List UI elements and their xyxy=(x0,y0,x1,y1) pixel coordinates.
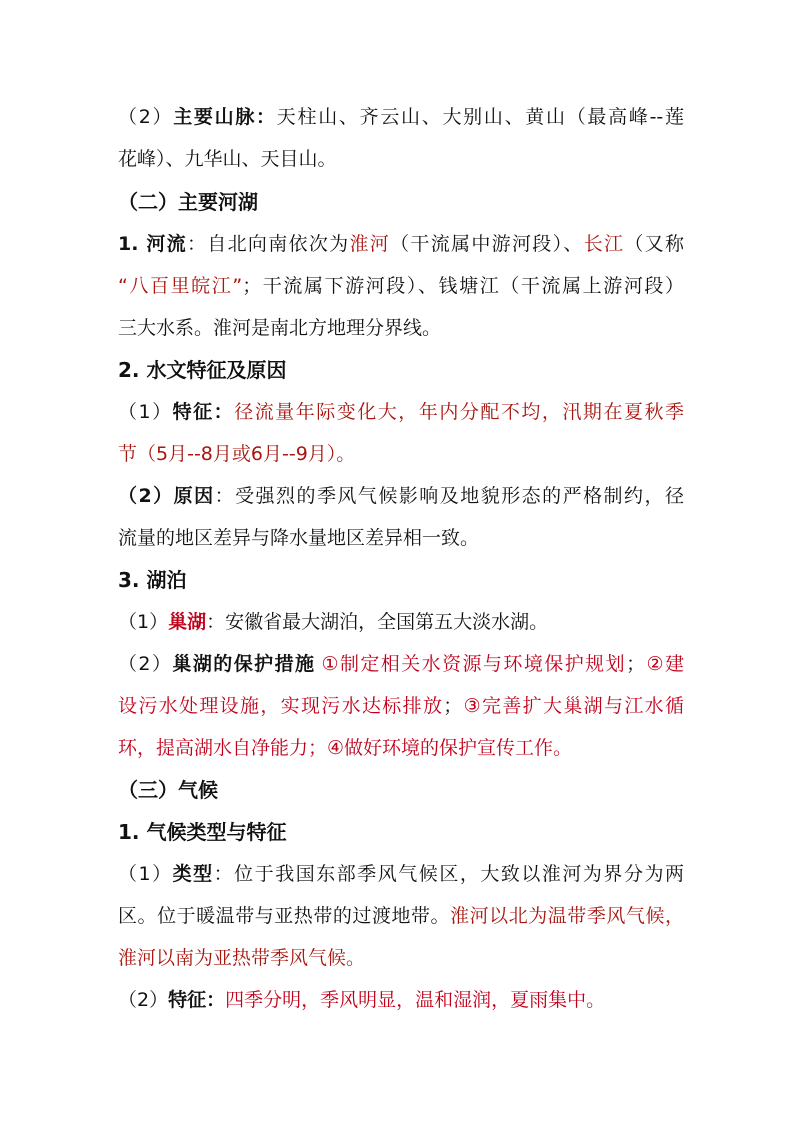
rivers-line-3 xyxy=(118,315,441,341)
feature-label: 特征： xyxy=(168,989,226,1011)
type-highlight: 淮河以南为亚热带季风气候。 xyxy=(118,947,366,969)
item-number: （2） xyxy=(118,989,169,1011)
protection-text: ③完善扩大巢湖与江水循 xyxy=(462,695,684,717)
feature-text: 四季分明，季风明显，温和湿润，夏雨集中。 xyxy=(225,989,606,1011)
rivers-text: ；干流属下游河段）、钱塘江（干流属上游河段） xyxy=(242,275,684,297)
mountains-line-2 xyxy=(118,146,337,172)
protection-text: ①制定相关水资源与环境保护规划 xyxy=(321,653,627,675)
hydro-feature-line-1 xyxy=(118,399,684,425)
nickname-highlight: “八百里皖江” xyxy=(118,275,243,297)
climate-type-line-3 xyxy=(118,945,365,971)
section-heading-rivers-lakes xyxy=(118,189,258,215)
mountains-text: 天柱山、齐云山、大别山、黄山（最高峰--莲 xyxy=(276,106,684,128)
rivers-line-1 xyxy=(118,231,684,257)
rivers-text: 三大水系。淮河是南北方地理分界线。 xyxy=(118,317,442,339)
rivers-text: （又称 xyxy=(624,233,684,255)
climate-feature-line xyxy=(118,987,605,1013)
cause-label: 原因 xyxy=(173,485,215,507)
feature-text: 径流量年际变化大，年内分配不均，汛期在夏秋季 xyxy=(234,401,684,423)
mountains-label: 主要山脉： xyxy=(173,106,277,128)
mountains-line-1 xyxy=(118,104,684,130)
chaohu-label: 巢湖 xyxy=(168,611,207,633)
heading-text: 1. 气候类型与特征 xyxy=(118,820,287,844)
hydro-cause-line-2 xyxy=(118,525,479,551)
protection-label: 巢湖的保护措施 xyxy=(172,653,316,675)
heading-text: （二）主要河湖 xyxy=(118,190,258,214)
lakes-line-4 xyxy=(118,735,572,761)
protection-text: ②建 xyxy=(645,653,684,675)
hydro-heading xyxy=(118,357,286,383)
type-text: 区。位于暖温带与亚热带的过渡地带。 xyxy=(118,905,451,927)
separator: ； xyxy=(626,653,646,675)
climate-sub-heading xyxy=(118,819,286,845)
rivers-text: ：自北向南依次为 xyxy=(187,233,350,255)
heading-text: 3. 湖泊 xyxy=(118,568,187,592)
rivers-text: （干流属中游河段）、 xyxy=(390,233,584,255)
section-heading-climate xyxy=(118,777,218,803)
item-number: （1） xyxy=(118,401,173,423)
climate-type-line-1 xyxy=(118,861,684,887)
rivers-number: 1. xyxy=(118,233,147,255)
item-number: （1） xyxy=(118,611,169,633)
changjiang-highlight: 长江 xyxy=(583,233,625,255)
item-number: （2） xyxy=(118,485,174,507)
climate-type-line-2 xyxy=(118,903,684,929)
lakes-line-3 xyxy=(118,693,684,719)
type-highlight: 淮河以北为温带季风气候， xyxy=(450,905,684,927)
feature-label: 特征： xyxy=(172,401,235,423)
huaihe-highlight: 淮河 xyxy=(349,233,391,255)
item-number: （1） xyxy=(118,863,173,885)
type-label: 类型 xyxy=(172,863,214,885)
hydro-feature-line-2 xyxy=(118,441,355,467)
lakes-heading xyxy=(118,567,186,593)
heading-text: 2. 水文特征及原因 xyxy=(118,358,287,382)
rivers-label: 河流 xyxy=(146,233,187,255)
item-number: （2） xyxy=(118,106,174,128)
mountains-text-cont: 花峰）、九华山、天目山。 xyxy=(118,148,337,170)
feature-text-cont: 节（5月--8月或6月--9月）。 xyxy=(118,443,356,465)
lakes-line-2 xyxy=(118,651,684,677)
heading-text: （三）气候 xyxy=(118,778,218,802)
cause-text-cont: 流量的地区差异与降水量地区差异相一致。 xyxy=(118,527,480,549)
type-text: ：位于我国东部季风气候区，大致以淮河为界分为两 xyxy=(213,863,684,885)
hydro-cause-line-1 xyxy=(118,483,684,509)
lakes-line-1 xyxy=(118,609,548,635)
rivers-line-2 xyxy=(118,273,684,299)
cause-text: ：受强烈的季风气候影响及地貌形态的严格制约，径 xyxy=(214,485,684,507)
protection-text: 环，提高湖水自净能力；④做好环境的保护宣传工作。 xyxy=(118,737,573,759)
chaohu-text: ：安徽省最大湖泊，全国第五大淡水湖。 xyxy=(206,611,549,633)
separator: ； xyxy=(443,695,463,717)
protection-text: 设污水处理设施，实现污水达标排放 xyxy=(118,695,444,717)
item-number: （2） xyxy=(118,653,173,675)
